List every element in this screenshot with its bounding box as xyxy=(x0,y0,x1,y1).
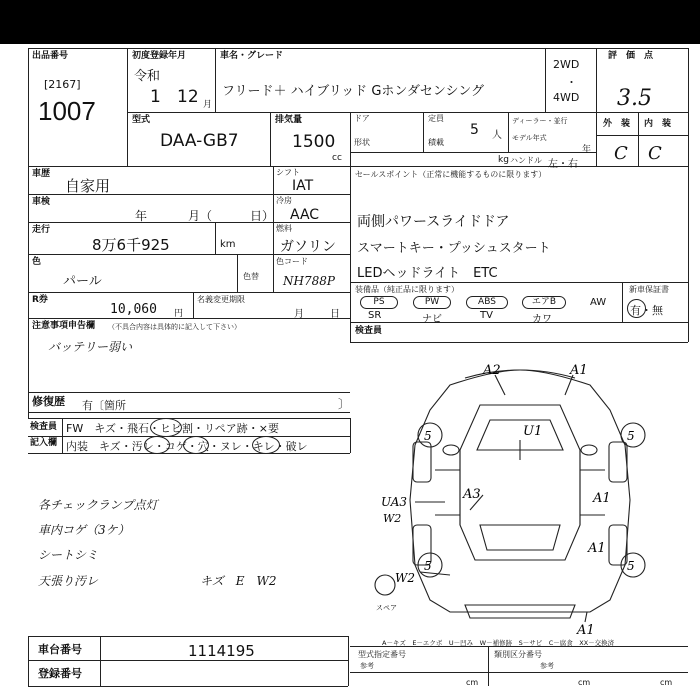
color-code: NH788P xyxy=(283,274,335,288)
top-black-bar xyxy=(0,0,700,44)
handle-value: 左・右 xyxy=(548,159,578,170)
circle-hiishi xyxy=(150,418,182,437)
spare-label: スペア xyxy=(376,604,397,612)
dealer-label: ディーラー・並行 xyxy=(512,117,568,125)
remark-1: 各チェックランプ点灯 xyxy=(38,498,158,512)
shift-label: シフト xyxy=(276,168,300,177)
color: パール xyxy=(63,274,102,289)
grade-label: 評 価 点 xyxy=(608,51,654,61)
equip-airbag: エアB xyxy=(522,296,566,309)
recycle: 10,060 xyxy=(110,302,157,317)
equip-abs: ABS xyxy=(466,296,508,309)
mark-a2: A2 xyxy=(483,363,501,378)
repair-value: 有〔箇所 xyxy=(82,399,126,412)
lot-number: 1007 xyxy=(38,96,96,126)
door-label: ドア xyxy=(354,114,370,123)
drive-2wd: 2WD xyxy=(553,58,580,71)
mark-5-tr: 5 xyxy=(627,429,635,443)
mark-u1: U1 xyxy=(523,424,543,439)
car-damage-diagram xyxy=(355,350,690,640)
cm-2: cm xyxy=(578,678,591,687)
equip-leather: カワ xyxy=(532,314,552,325)
nc-month: 月 xyxy=(294,309,304,320)
mark-ua3: UA3 xyxy=(381,495,408,509)
chassis-label: 車台番号 xyxy=(38,643,82,656)
repair-close: 〕 xyxy=(338,397,351,411)
insp-int-row: 内装 キズ・汚レ・コゲ・穴・ヌレ・キレ・破レ xyxy=(66,440,308,453)
int-label: 内 装 xyxy=(644,119,672,129)
color-label: 色 xyxy=(32,257,42,267)
recycle-label: R券 xyxy=(32,295,48,305)
km-unit: km xyxy=(220,239,236,250)
equip-navi: ナビ xyxy=(422,314,442,325)
equip-pw: PW xyxy=(413,296,451,309)
mark-w2-rear: W2 xyxy=(395,571,415,585)
month-unit: 月 xyxy=(203,100,213,110)
insp-month: 月（ xyxy=(188,209,213,223)
mark-a1-r1: A1 xyxy=(593,491,611,506)
equip-ps: PS xyxy=(360,296,398,309)
drive-4wd: 4WD xyxy=(553,91,580,104)
type-spec-label: 型式指定番号 xyxy=(358,650,406,659)
shift: IAT xyxy=(292,178,314,194)
displacement-label: 排気量 xyxy=(275,115,303,125)
int-grade: C xyxy=(648,143,662,164)
remark-2: 車内コゲ（3ケ） xyxy=(38,523,130,537)
insp-year: 年 xyxy=(135,209,148,223)
warranty: 有・無 xyxy=(630,304,663,317)
mark-5-br: 5 xyxy=(627,559,635,573)
fuel-label: 燃料 xyxy=(276,224,292,233)
kg-unit: kg xyxy=(498,155,509,165)
selling-label: セールスポイント（正常に機能するものに限ります） xyxy=(355,170,547,179)
equip-sr: SR xyxy=(368,310,382,321)
mark-a3: A3 xyxy=(463,487,481,502)
cm-1: cm xyxy=(466,678,479,687)
seats: 5 xyxy=(470,122,479,138)
circle-nure xyxy=(252,436,280,454)
warranty-label: 新車保証書 xyxy=(629,285,669,294)
handle-label: ハンドル xyxy=(510,156,542,165)
mileage-label: 走行 xyxy=(32,225,51,235)
mileage: 8万6千925 xyxy=(92,236,170,254)
mark-5-bl: 5 xyxy=(424,559,432,573)
mark-a1-r2: A1 xyxy=(588,541,606,556)
reg-label: 登録番号 xyxy=(38,667,82,680)
chassis: 1114195 xyxy=(188,642,255,660)
model-code: DAA-GB7 xyxy=(160,131,239,151)
remark-4: 天張り汚レ xyxy=(38,574,99,588)
remark-kizu: キズ E W2 xyxy=(200,574,277,588)
model-year-label: モデル年式 xyxy=(512,134,547,142)
lot-label: 出品番号 xyxy=(32,51,69,61)
displacement: 1500 xyxy=(292,132,336,152)
history-label: 車歴 xyxy=(32,169,51,179)
legend: A－キズ E－エクボ U－凹み W－補修跡 S－サビ C－腐食 XX－交換済 xyxy=(382,639,615,647)
cc-unit: cc xyxy=(332,153,342,163)
mark-5-tl: 5 xyxy=(424,429,432,443)
nc-day: 日 xyxy=(330,309,340,320)
seat-unit: 人 xyxy=(492,130,502,141)
insp-ext-row: FW キズ・飛石・ヒビ割・リペア跡・×要 xyxy=(66,422,279,435)
drive-dot: ・ xyxy=(566,76,577,89)
car-name-label: 車名・グレード xyxy=(220,51,284,61)
selling-point-1: 両側パワースライドドア xyxy=(357,214,510,230)
inspection-label: 車検 xyxy=(32,197,51,207)
insp-label-2: 記入欄 xyxy=(30,438,58,448)
model-label: 型式 xyxy=(132,115,151,125)
fuel: ガソリン xyxy=(280,239,336,255)
ref-2: 参考 xyxy=(540,662,554,670)
ext-grade: C xyxy=(614,143,628,164)
history: 自家用 xyxy=(65,177,111,195)
seat-label: 定員 xyxy=(428,114,444,123)
era: 令和 xyxy=(134,69,161,84)
equipment-label: 装備品（純正品に限ります） xyxy=(355,285,459,294)
grade-value: 3.5 xyxy=(617,86,652,111)
inspector-label: 検査員 xyxy=(355,326,383,336)
yen-unit: 円 xyxy=(174,309,184,319)
circle-koge xyxy=(183,436,209,454)
name-change-label: 名義変更期限 xyxy=(197,295,245,304)
first-reg-label: 初度登録年月 xyxy=(132,51,187,61)
ac: AAC xyxy=(290,207,320,223)
remark-3: シートシミ xyxy=(38,548,99,562)
ac-label: 冷房 xyxy=(276,196,292,205)
car-name: フリード＋ ハイブリッド Gホンダセンシング xyxy=(222,84,484,99)
load-label: 積載 xyxy=(428,138,444,147)
shape-label: 形状 xyxy=(354,138,370,147)
repair-label: 修復歴 xyxy=(32,395,65,408)
mark-w2-side: W2 xyxy=(383,512,402,525)
warranty-circle xyxy=(627,299,646,318)
selling-point-3: LEDヘッドライト ETC xyxy=(357,266,498,281)
reg-year: 1 xyxy=(150,87,161,107)
color-change-label: 色替 xyxy=(243,272,259,281)
notes-text: バッテリー弱い xyxy=(48,340,133,354)
notes-sub: （不具合内容は具体的に記入して下さい） xyxy=(108,323,241,331)
ref-1: 参考 xyxy=(360,662,374,670)
ext-label: 外 装 xyxy=(603,119,631,129)
circle-yogore xyxy=(144,436,170,454)
color-no-label: 色コード xyxy=(276,257,308,266)
mark-a1-bottom: A1 xyxy=(577,623,595,638)
year-suffix: 年 xyxy=(582,145,592,155)
equip-tv: TV xyxy=(480,310,493,321)
reg-month: 12 xyxy=(177,87,199,107)
equip-aw: AW xyxy=(590,297,607,308)
mark-a1-top: A1 xyxy=(570,363,588,378)
notes-label: 注意事項申告欄 xyxy=(32,321,96,331)
insp-label-1: 検査員 xyxy=(30,422,58,432)
selling-point-2: スマートキー・プッシュスタート xyxy=(357,241,551,256)
class-label: 類別区分番号 xyxy=(494,650,542,659)
lot-sub: [2167] xyxy=(44,78,81,91)
cm-3: cm xyxy=(660,678,673,687)
insp-day: 日） xyxy=(250,209,275,223)
